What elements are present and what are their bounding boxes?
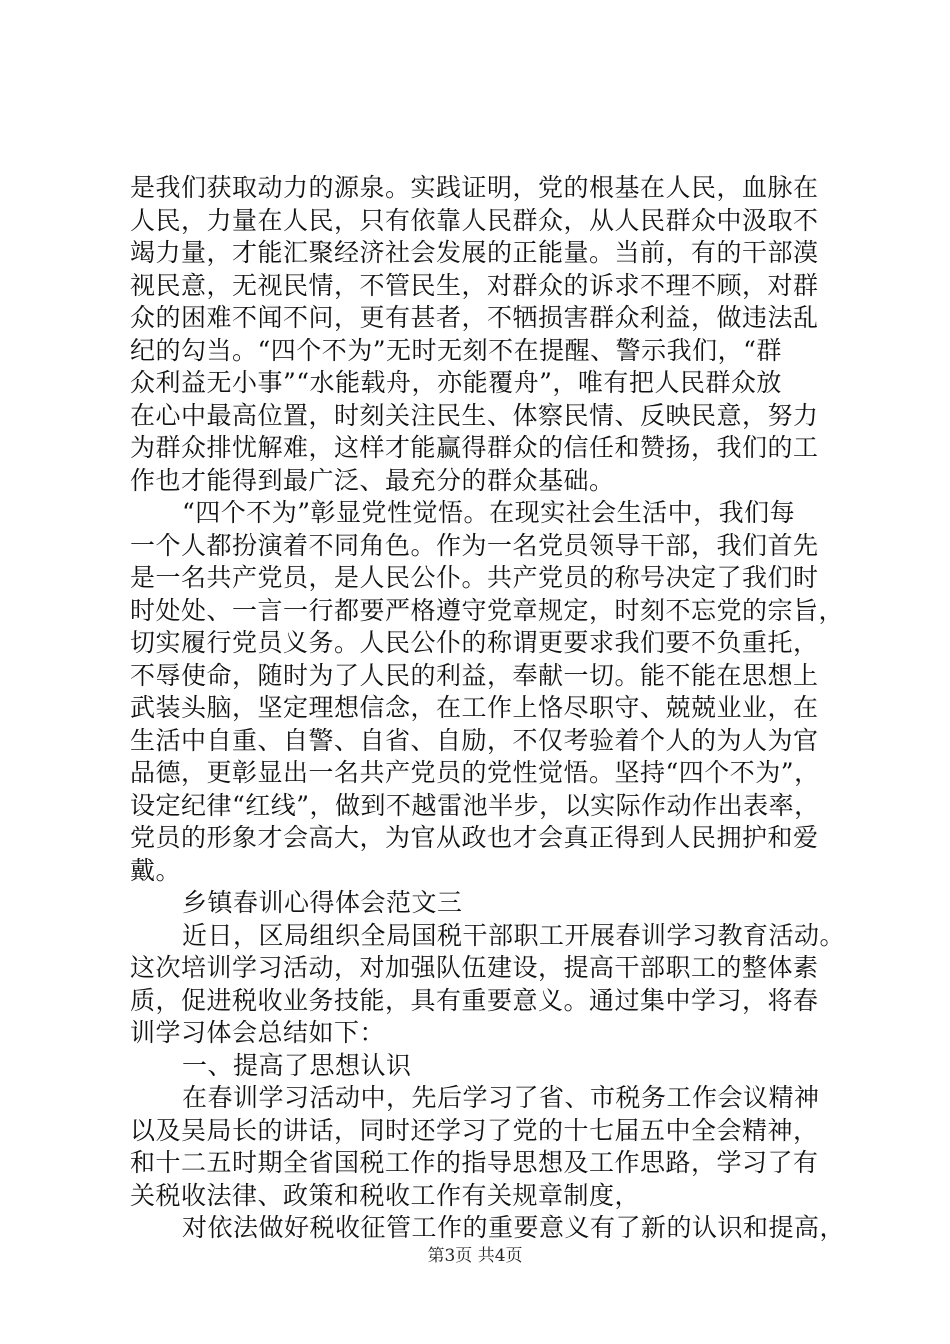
text-line: 人民，力量在人民，只有依靠人民群众，从人民群众中汲取不	[130, 205, 819, 235]
text-line: 党员的形象才会高大，为官从政也才会真正得到人民拥护和爱	[130, 823, 819, 852]
text-line: 是一名共产党员，是人民公仆。共产党员的称号决定了我们时	[130, 563, 819, 592]
text-line: 和十二五时期全省国税工作的指导思想及工作思路，学习了有	[130, 1148, 819, 1177]
section-heading: 乡镇春训心得体会范文三	[182, 888, 463, 917]
text-line: 时处处、一言一行都要严格遵守党章规定，时刻不忘党的宗旨，	[130, 595, 845, 625]
paragraph-start-line: “四个不为”彰显党性觉悟。在现实社会生活中，我们每	[182, 498, 796, 527]
text-line: 为群众排忧解难，这样才能赢得群众的信任和赞扬，我们的工	[130, 433, 819, 462]
text-line: 纪的勾当。“四个不为”无时无刻不在提醒、警示我们，“群	[130, 335, 782, 365]
text-line: 作也才能得到最广泛、最充分的群众基础。	[130, 465, 615, 495]
text-line: 竭力量，才能汇聚经济社会发展的正能量。当前，有的干部漠	[130, 238, 819, 267]
text-line: 一个人都扮演着不同角色。作为一名党员领导干部，我们首先	[130, 530, 819, 560]
text-line: 众的困难不闻不问，更有甚者，不牺损害群众利益，做违法乱	[130, 303, 819, 332]
text-line: 生活中自重、自警、自省、自励，不仅考验着个人的为人为官	[130, 725, 819, 755]
paragraph-start-line: 在春训学习活动中，先后学习了省、市税务工作会议精神	[182, 1083, 820, 1112]
subsection-heading: 一、提高了思想认识	[182, 1050, 412, 1080]
text-line: 是我们获取动力的源泉。实践证明，党的根基在人民，血脉在	[130, 173, 819, 202]
text-line: 武装头脑，坚定理想信念，在工作上恪尽职守、兢兢业业，在	[130, 693, 819, 722]
document-body	[130, 172, 846, 1245]
text-line: 质，促进税收业务技能，具有重要意义。通过集中学习，将春	[130, 985, 819, 1015]
text-line: 在心中最高位置，时刻关注民生、体察民情、反映民意，努力	[130, 400, 819, 430]
paragraph-start-line: 近日，区局组织全局国税干部职工开展春训学习教育活动。	[182, 920, 846, 950]
text-line: 以及吴局长的讲话，同时还学习了党的十七届五中全会精神，	[130, 1115, 819, 1145]
text-line: 训学习体会总结如下：	[130, 1018, 386, 1047]
text-line: 这次培训学习活动，对加强队伍建设，提高干部职工的整体素	[130, 953, 819, 982]
text-line: 品德，更彰显出一名共产党员的党性觉悟。坚持“四个不为”，	[130, 758, 820, 787]
paragraph-start-line: 对依法做好税收征管工作的重要意义有了新的认识和提高，	[182, 1213, 846, 1242]
text-line: 不辱使命，随时为了人民的利益，奉献一切。能不能在思想上	[130, 660, 819, 690]
text-line: 视民意，无视民情，不管民生，对群众的诉求不理不顾，对群	[130, 270, 819, 300]
text-line: 切实履行党员义务。人民公仆的称谓更要求我们要不负重托，	[130, 628, 819, 657]
text-line: 关税收法律、政策和税收工作有关规章制度，	[130, 1180, 641, 1210]
text-line: 戴。	[130, 855, 182, 885]
text-line: 众利益无小事”“水能载舟，亦能覆舟”，唯有把人民群众放	[130, 368, 782, 397]
page-number-footer: 第3页 共4页	[427, 1246, 523, 1266]
text-line: 设定纪律“红线”，做到不越雷池半步，以实际作动作出表率，	[130, 790, 820, 820]
